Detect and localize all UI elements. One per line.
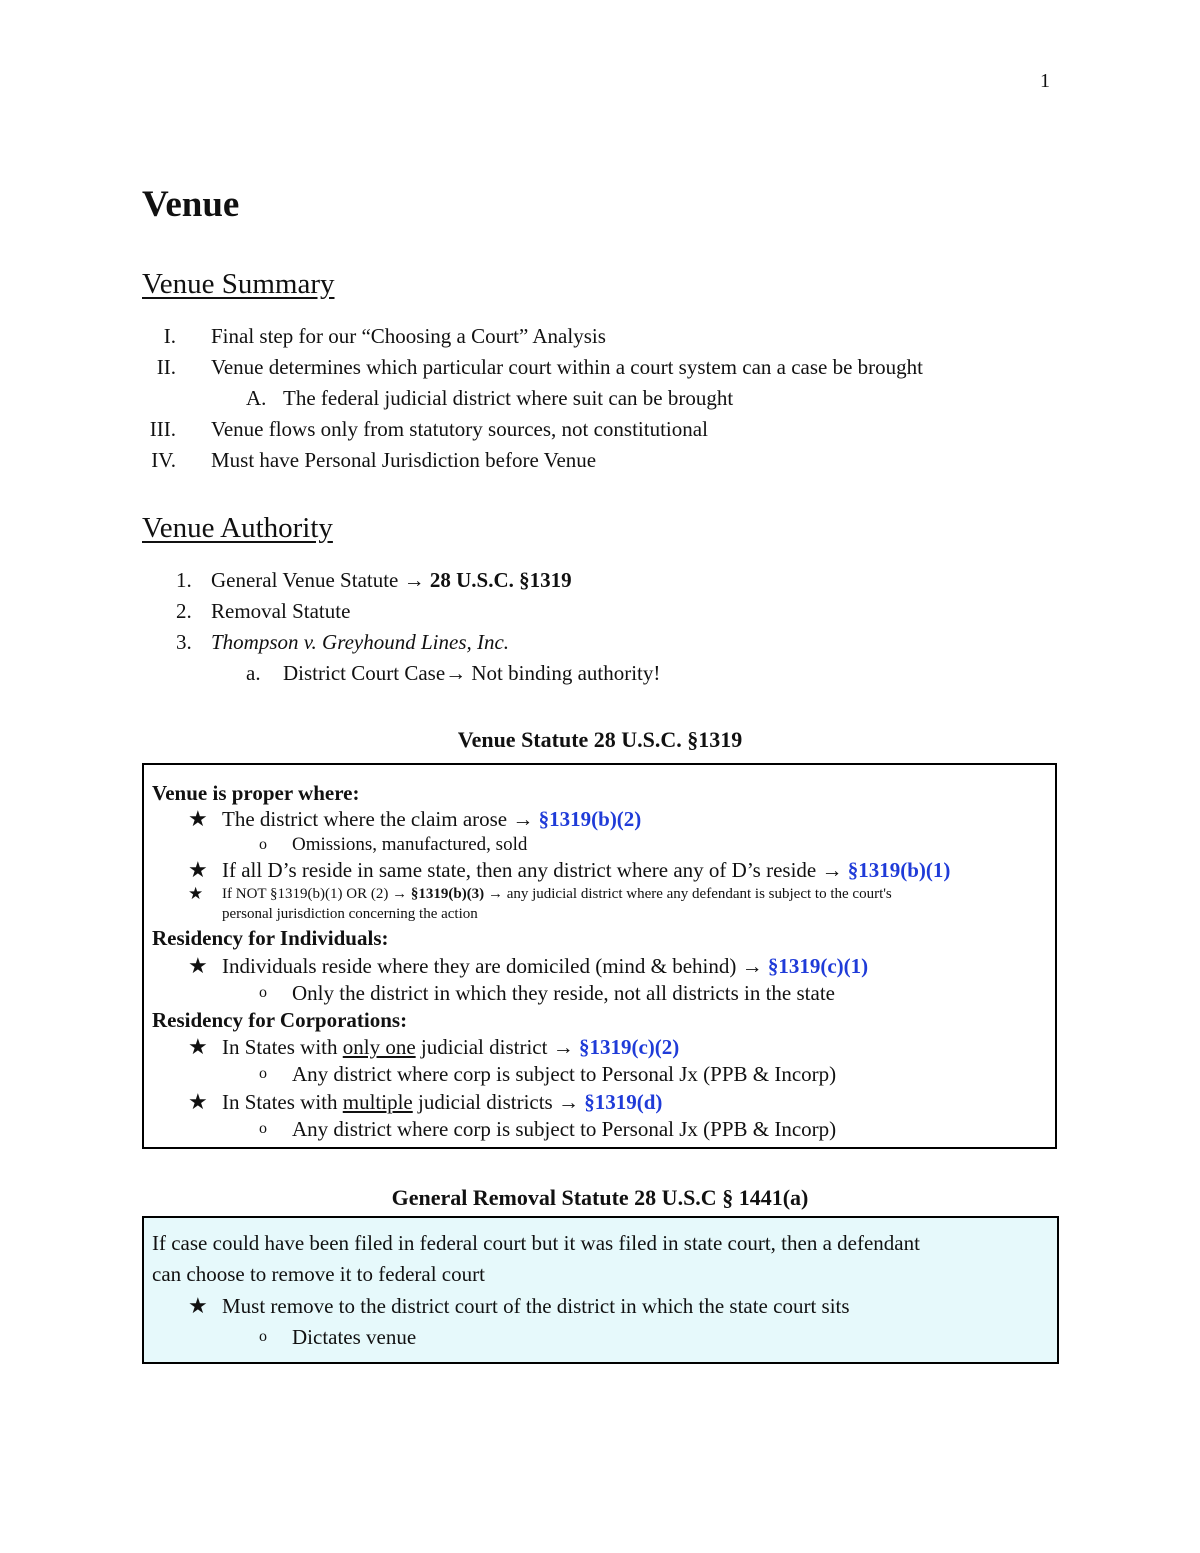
- circle-bullet-icon: o: [259, 1328, 267, 1345]
- statute-reference: §1319(c)(1): [767, 954, 869, 978]
- list-number: 2.: [176, 599, 192, 623]
- list-item: Venue determines which particular court within a court system can a case be brought: [211, 355, 924, 379]
- list-item: The federal judicial district where suit can be brought: [283, 386, 734, 410]
- sub-bullet-text: Dictates venue: [292, 1325, 417, 1349]
- statute-reference: §1319(c)(2): [578, 1035, 680, 1059]
- bullet-text: [222, 807, 641, 832]
- list-item: Final step for our “Choosing a Court” Analysis: [211, 324, 606, 348]
- star-bullet-icon: ★: [188, 806, 208, 831]
- bullet-text-continued: personal jurisdiction concerning the action: [222, 906, 478, 922]
- sub-bullet-text: Only the district in which they reside, not all districts in the state: [292, 981, 835, 1005]
- bullet-text: [222, 858, 950, 883]
- removal-paragraph-line: If case could have been filed in federal court but it was filed in state court, then a defendant: [152, 1231, 920, 1255]
- list-number: A.: [246, 386, 267, 410]
- star-bullet-icon: ★: [188, 1089, 208, 1114]
- star-bullet-icon: ★: [188, 953, 208, 978]
- bullet-text: [222, 954, 868, 979]
- rule-text: If NOT §1319(b)(1) OR (2) →: [222, 886, 411, 902]
- circle-bullet-icon: o: [259, 1120, 267, 1137]
- statute-citation: 28 U.S.C. §1319: [429, 568, 572, 592]
- individuals-residency-label: Residency for Individuals:: [152, 926, 389, 950]
- circle-bullet-icon: o: [259, 1065, 267, 1082]
- list-number: 3.: [176, 630, 192, 654]
- statute-reference: §1319(b)(3): [410, 886, 485, 902]
- sub-bullet-text: Omissions, manufactured, sold: [292, 834, 528, 855]
- corporations-residency-label: Residency for Corporations:: [152, 1008, 408, 1032]
- statute-reference: §1319(b)(2): [538, 807, 642, 831]
- emphasis-text: only one: [342, 1035, 416, 1059]
- rule-text: If all D’s reside in same state, then any district where any of D’s reside →: [222, 858, 848, 882]
- list-item: Venue flows only from statutory sources, not constitutional: [211, 417, 708, 441]
- venue-statute-box: [142, 763, 1057, 1149]
- star-bullet-icon: ★: [188, 1034, 208, 1059]
- rule-text: Individuals reside where they are domiciled (mind & behind) →: [222, 954, 768, 978]
- bullet-text: [222, 1090, 662, 1115]
- star-bullet-icon: ★: [188, 1293, 208, 1318]
- bullet-text: Must remove to the district court of the district in which the state court sits: [222, 1294, 850, 1318]
- rule-text: judicial district →: [415, 1035, 579, 1059]
- sub-bullet-text: Any district where corp is subject to Personal Jx (PPB & Incorp): [292, 1117, 837, 1141]
- rule-text: The district where the claim arose →: [222, 807, 539, 831]
- star-bullet-icon: ★: [188, 857, 208, 882]
- list-number: IV.: [151, 448, 176, 472]
- rule-text: In States with: [222, 1035, 343, 1059]
- list-number: I.: [163, 324, 176, 348]
- rule-text: judicial districts →: [412, 1090, 585, 1114]
- document-title: Venue: [142, 184, 240, 225]
- list-number: 1.: [176, 568, 192, 592]
- statute-reference: §1319(b)(1): [847, 858, 951, 882]
- rule-text: In States with: [222, 1090, 343, 1114]
- statute-reference: §1319(d): [584, 1090, 663, 1114]
- authority-text: General Venue Statute →: [211, 568, 430, 592]
- removal-statute-box: [142, 1216, 1059, 1364]
- page-number: 1: [1040, 70, 1050, 92]
- list-item: Must have Personal Jurisdiction before Venue: [211, 448, 597, 472]
- list-item: District Court Case→ Not binding authority!: [283, 661, 661, 685]
- venue-statute-heading: Venue Statute 28 U.S.C. §1319: [457, 727, 743, 752]
- circle-bullet-icon: o: [259, 984, 267, 1001]
- emphasis-text: multiple: [342, 1090, 413, 1114]
- removal-statute-heading: General Removal Statute 28 U.S.C § 1441(a): [391, 1185, 809, 1210]
- rule-text: → any judicial district where any defendant is subject to the court's: [484, 886, 892, 902]
- case-name: Thompson v. Greyhound Lines, Inc.: [211, 630, 510, 654]
- removal-paragraph-line: can choose to remove it to federal court: [152, 1262, 485, 1286]
- list-item: Removal Statute: [211, 599, 351, 623]
- bullet-text: [222, 1035, 679, 1060]
- bullet-text: [222, 886, 892, 903]
- list-number: a.: [246, 661, 261, 685]
- circle-bullet-icon: o: [259, 836, 267, 853]
- list-number: II.: [156, 355, 176, 379]
- venue-summary-heading: Venue Summary: [142, 268, 335, 300]
- venue-authority-heading: Venue Authority: [142, 512, 333, 544]
- sub-bullet-text: Any district where corp is subject to Personal Jx (PPB & Incorp): [292, 1062, 837, 1086]
- list-item: [211, 568, 572, 593]
- star-bullet-icon: ★: [188, 884, 204, 903]
- venue-proper-label: Venue is proper where:: [152, 781, 360, 805]
- list-number: III.: [149, 417, 176, 441]
